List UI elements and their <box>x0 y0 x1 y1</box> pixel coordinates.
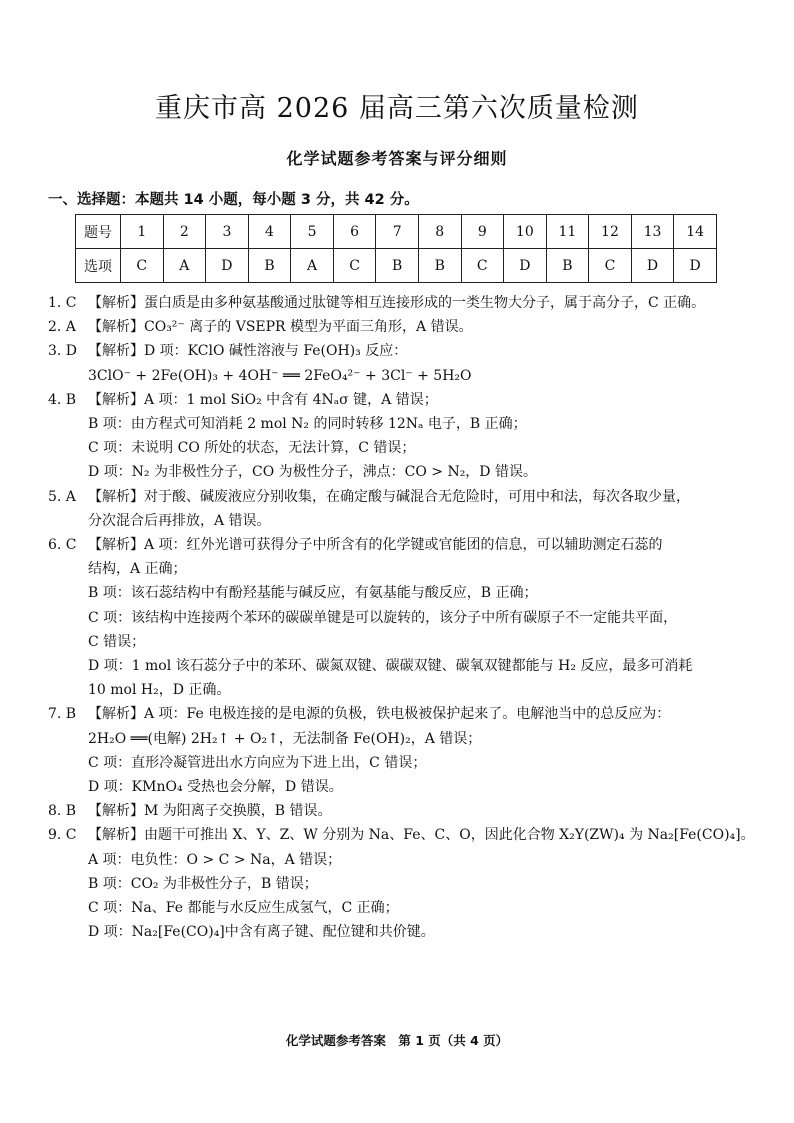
explanation-line: C 项：直形冷凝管进出水方向应为下进上出，C 错误； <box>88 754 427 771</box>
explanation-line: C 项：该结构中连接两个苯环的碳碳单键是可以旋转的，该分子中所有碳原子不一定能共平面， <box>88 609 678 626</box>
question-7 <box>48 702 772 799</box>
table-cell: B <box>546 249 589 283</box>
table-row-label: 题号 <box>76 215 121 249</box>
explanation-line: C 项：Na、Fe 都能与水反应生成氢气，C 正确； <box>88 900 399 917</box>
equation-line: 3ClO⁻ + 2Fe(OH)₃ + 4OH⁻ ══ 2FeO₄²⁻ + 3Cl⁻ + 5H₂O <box>88 367 472 384</box>
table-cell: D <box>674 249 717 283</box>
table-cell: 6 <box>333 215 376 249</box>
table-cell: C <box>333 249 376 283</box>
table-cell: 7 <box>376 215 419 249</box>
table-cell: D <box>504 249 547 283</box>
table-cell: 4 <box>248 215 291 249</box>
explanation-line: 分次混合后再排放，A 错误。 <box>88 512 271 529</box>
explanation-line: B 项：由方程式可知消耗 2 mol N₂ 的同时转移 12Nₐ 电子，B 正确； <box>88 416 527 433</box>
question-1 <box>48 291 772 315</box>
explanation-line: 【解析】D 项：KClO 碱性溶液与 Fe(OH)₃ 反应： <box>88 343 408 360</box>
page-title: 重庆市高 2026 届高三第六次质量检测 <box>155 93 639 124</box>
table-cell: C <box>461 249 504 283</box>
question-number: 4. B <box>48 391 77 408</box>
table-row-label: 选项 <box>76 249 121 283</box>
table-cell: 13 <box>631 215 674 249</box>
table-cell: 5 <box>291 215 334 249</box>
question-number: 9. C <box>48 827 77 844</box>
explanation-line: 【解析】A 项：红外光谱可获得分子中所含有的化学键或官能团的信息，可以辅助测定石蕊的 <box>88 537 663 554</box>
question-2 <box>48 315 772 339</box>
section-heading: 一、选择题：本题共 14 小题，每小题 3 分，共 42 分。 <box>48 192 419 208</box>
table-cell: B <box>376 249 419 283</box>
question-number: 7. B <box>48 706 77 723</box>
equation-line: 2H₂O ══(电解) 2H₂↑ + O₂↑，无法制备 Fe(OH)₂，A 错误； <box>88 730 482 747</box>
table-cell: A <box>163 249 206 283</box>
table-cell: A <box>291 249 334 283</box>
page-subtitle: 化学试题参考答案与评分细则 <box>286 149 508 168</box>
table-cell: 3 <box>206 215 249 249</box>
question-6 <box>48 533 772 702</box>
explanation-line: D 项：1 mol 该石蕊分子中的苯环、碳氮双键、碳碳双键、碳氧双键都能与 H₂ 反应，最多可消耗 <box>88 658 693 675</box>
page-footer: 化学试题参考答案 第 1 页（共 4 页） <box>285 1033 509 1048</box>
answer-table <box>75 214 717 283</box>
question-number: 8. B <box>48 803 77 820</box>
explanation-line: D 项：N₂ 为非极性分子，CO 为极性分子，沸点：CO > N₂，D 错误。 <box>88 464 537 481</box>
explanation-line: 【解析】M 为阳离子交换膜，B 错误。 <box>88 803 332 820</box>
table-cell: 1 <box>121 215 164 249</box>
explanation-line: D 项：KMnO₄ 受热也会分解，D 错误。 <box>88 779 343 796</box>
table-cell: B <box>248 249 291 283</box>
table-cell: 8 <box>418 215 461 249</box>
question-number: 6. C <box>48 537 77 554</box>
question-number: 1. C <box>48 295 77 311</box>
table-cell: D <box>206 249 249 283</box>
table-cell: 11 <box>546 215 589 249</box>
question-5 <box>48 485 772 533</box>
question-9 <box>48 823 772 944</box>
question-8 <box>48 799 772 823</box>
explanation-line: B 项：该石蕊结构中有酚羟基能与碱反应，有氨基能与酸反应，B 正确； <box>88 585 538 602</box>
table-cell: 14 <box>674 215 717 249</box>
explanation-line: 【解析】由题干可推出 X、Y、Z、W 分别为 Na、Fe、C、O，因此化合物 X₂Y(ZW)₄ 为 Na₂[Fe(CO)₄]。 <box>88 827 755 844</box>
table-cell: 9 <box>461 215 504 249</box>
explanation-line: C 项：未说明 CO 所处的状态，无法计算，C 错误； <box>88 440 416 457</box>
explanation-line: 【解析】A 项：Fe 电极连接的是电源的负极，铁电极被保护起来了。电解池当中的总反应为： <box>88 706 671 723</box>
explanation-line: 结构，A 正确； <box>88 561 187 578</box>
table-cell: 2 <box>163 215 206 249</box>
table-cell: 12 <box>589 215 632 249</box>
answer-table-number-row <box>76 215 717 249</box>
question-4 <box>48 388 772 485</box>
explanations <box>48 291 772 944</box>
question-number: 2. A <box>48 319 76 336</box>
table-cell: C <box>121 249 164 283</box>
table-cell: B <box>418 249 461 283</box>
explanation-line: B 项：CO₂ 为非极性分子，B 错误； <box>88 875 318 892</box>
explanation-line: D 项：Na₂[Fe(CO)₄]中含有离子键、配位键和共价键。 <box>88 924 435 941</box>
table-cell: D <box>631 249 674 283</box>
question-number: 3. D <box>48 343 78 360</box>
explanation-line: 【解析】蛋白质是由多种氨基酸通过肽键等相互连接形成的一类生物大分子，属于高分子，C 正确。 <box>88 295 706 311</box>
table-cell: C <box>589 249 632 283</box>
question-3 <box>48 339 772 387</box>
answer-table-answer-row <box>76 249 717 283</box>
explanation-line: 10 mol H₂，D 正确。 <box>88 682 231 699</box>
explanation-line: 【解析】对于酸、碱废液应分别收集，在确定酸与碱混合无危险时，可用中和法，每次各取少量， <box>88 488 690 505</box>
explanation-line: 【解析】A 项：1 mol SiO₂ 中含有 4Nₐσ 键，A 错误； <box>88 391 438 408</box>
table-cell: 10 <box>504 215 547 249</box>
question-number: 5. A <box>48 488 76 505</box>
explanation-line: A 项：电负性：O > C > Na，A 错误； <box>88 851 342 868</box>
explanation-line: 【解析】CO₃²⁻ 离子的 VSEPR 模型为平面三角形，A 错误。 <box>88 319 473 336</box>
explanation-line: C 错误； <box>88 633 146 650</box>
